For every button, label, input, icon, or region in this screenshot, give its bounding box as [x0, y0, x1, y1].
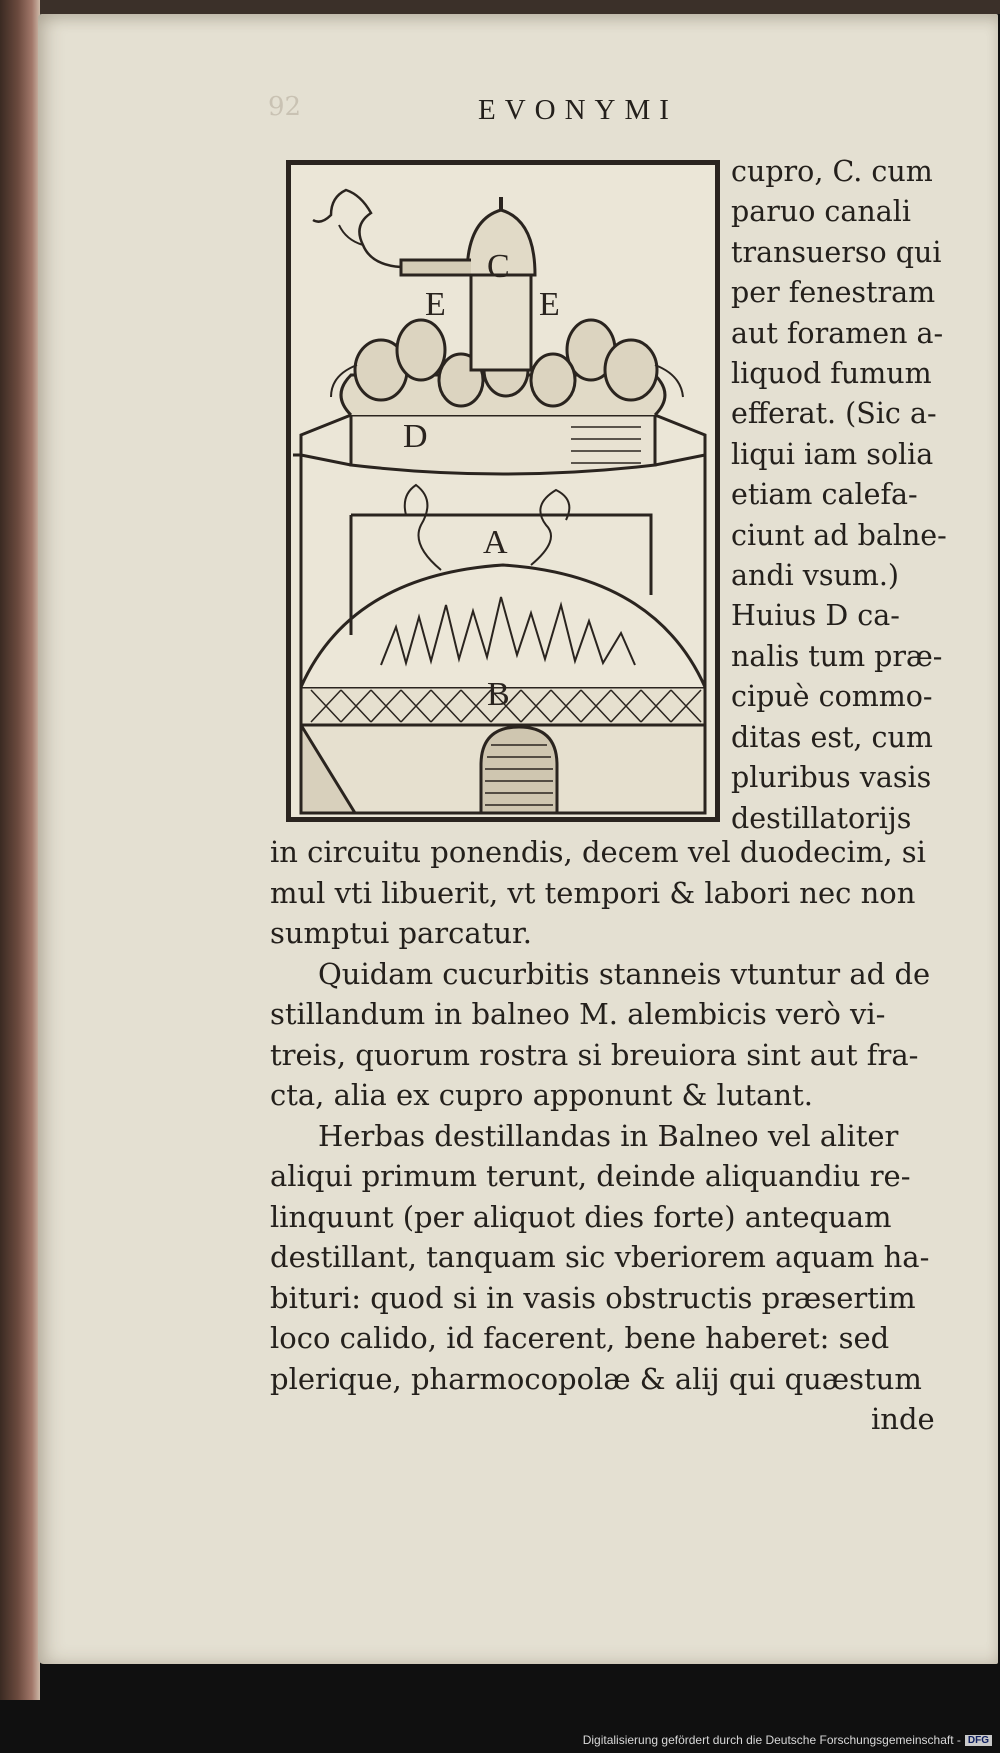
top-edge	[0, 0, 1000, 14]
label-c: C	[487, 248, 510, 285]
text-line: stillandum in balneo M. alembicis verò vi-	[270, 997, 886, 1031]
text-line: Huius D ca-	[731, 599, 900, 633]
book-spine	[0, 0, 40, 1700]
text-line: in circuitu ponendis, decem vel duodecim, si	[270, 835, 926, 869]
text-line: cipuè commo-	[731, 680, 933, 714]
page-number: 92	[268, 92, 302, 122]
running-title: EVONYMI	[478, 94, 678, 126]
text-line: aut foramen a-	[731, 316, 944, 350]
text-line: nalis tum præ-	[731, 639, 943, 673]
text-line: Quidam cucurbitis stanneis vtuntur ad de	[318, 956, 931, 991]
text-line: destillant, tanquam sic vberiorem aquam ha-	[270, 1240, 930, 1274]
text-line: treis, quorum rostra si breuiora sint aut fra-	[270, 1037, 919, 1072]
dfg-logo: DFG	[965, 1735, 992, 1746]
digitization-credit	[583, 1733, 992, 1747]
text-line: plerique, pharmocopolæ & alij qui quæstum	[270, 1361, 922, 1396]
text-line: aliqui primum terunt, deinde aliquandiu re-	[270, 1159, 911, 1193]
text-line: andi vsum.)	[731, 559, 900, 593]
text-line: bituri: quod si in vasis obstructis præsertim	[270, 1280, 916, 1315]
side-column-text	[731, 152, 981, 839]
label-a: A	[483, 524, 508, 561]
label-d: D	[403, 418, 428, 455]
text-line: pluribus vasis	[731, 761, 932, 795]
text-line: Herbas destillandas in Balneo vel aliter	[318, 1118, 899, 1153]
text-line: linquunt (per aliquot dies forte) antequam	[270, 1199, 892, 1234]
text-line: cupro, C. cum	[731, 155, 933, 188]
text-line: etiam calefa-	[731, 478, 918, 512]
text-line: sumptui parcatur.	[270, 916, 532, 950]
text-line: cta, alia ex cupro apponunt & lutant.	[270, 1078, 813, 1112]
text-line: loco calido, id facerent, bene haberet: sed	[270, 1321, 890, 1355]
label-b: B	[487, 676, 510, 713]
text-line: liquod fumum	[731, 357, 932, 391]
text-line: ditas est, cum	[731, 720, 933, 754]
text-line: transuerso qui	[731, 235, 942, 269]
text-line: destillatorijs	[731, 801, 912, 835]
text-line: ciunt ad balne-	[731, 518, 947, 552]
credit-text: Digitalisierung gefördert durch die Deutsche Forschungsgemeinschaft -	[582, 1733, 961, 1747]
text-line: mul vti libuerit, vt tempori & labori nec non	[270, 875, 916, 910]
woodcut-illustration	[286, 160, 720, 822]
text-line: per fenestram	[731, 276, 936, 310]
text-line: liqui iam solia	[731, 437, 934, 471]
text-line: efferat. (Sic a-	[731, 397, 937, 431]
text-line: paruo canali	[731, 195, 911, 229]
label-e-right: E	[539, 286, 560, 323]
label-e-left: E	[425, 286, 446, 323]
catchword: inde	[871, 1402, 935, 1436]
body-text	[270, 832, 952, 1399]
distillation-furnace-figure	[291, 165, 715, 817]
